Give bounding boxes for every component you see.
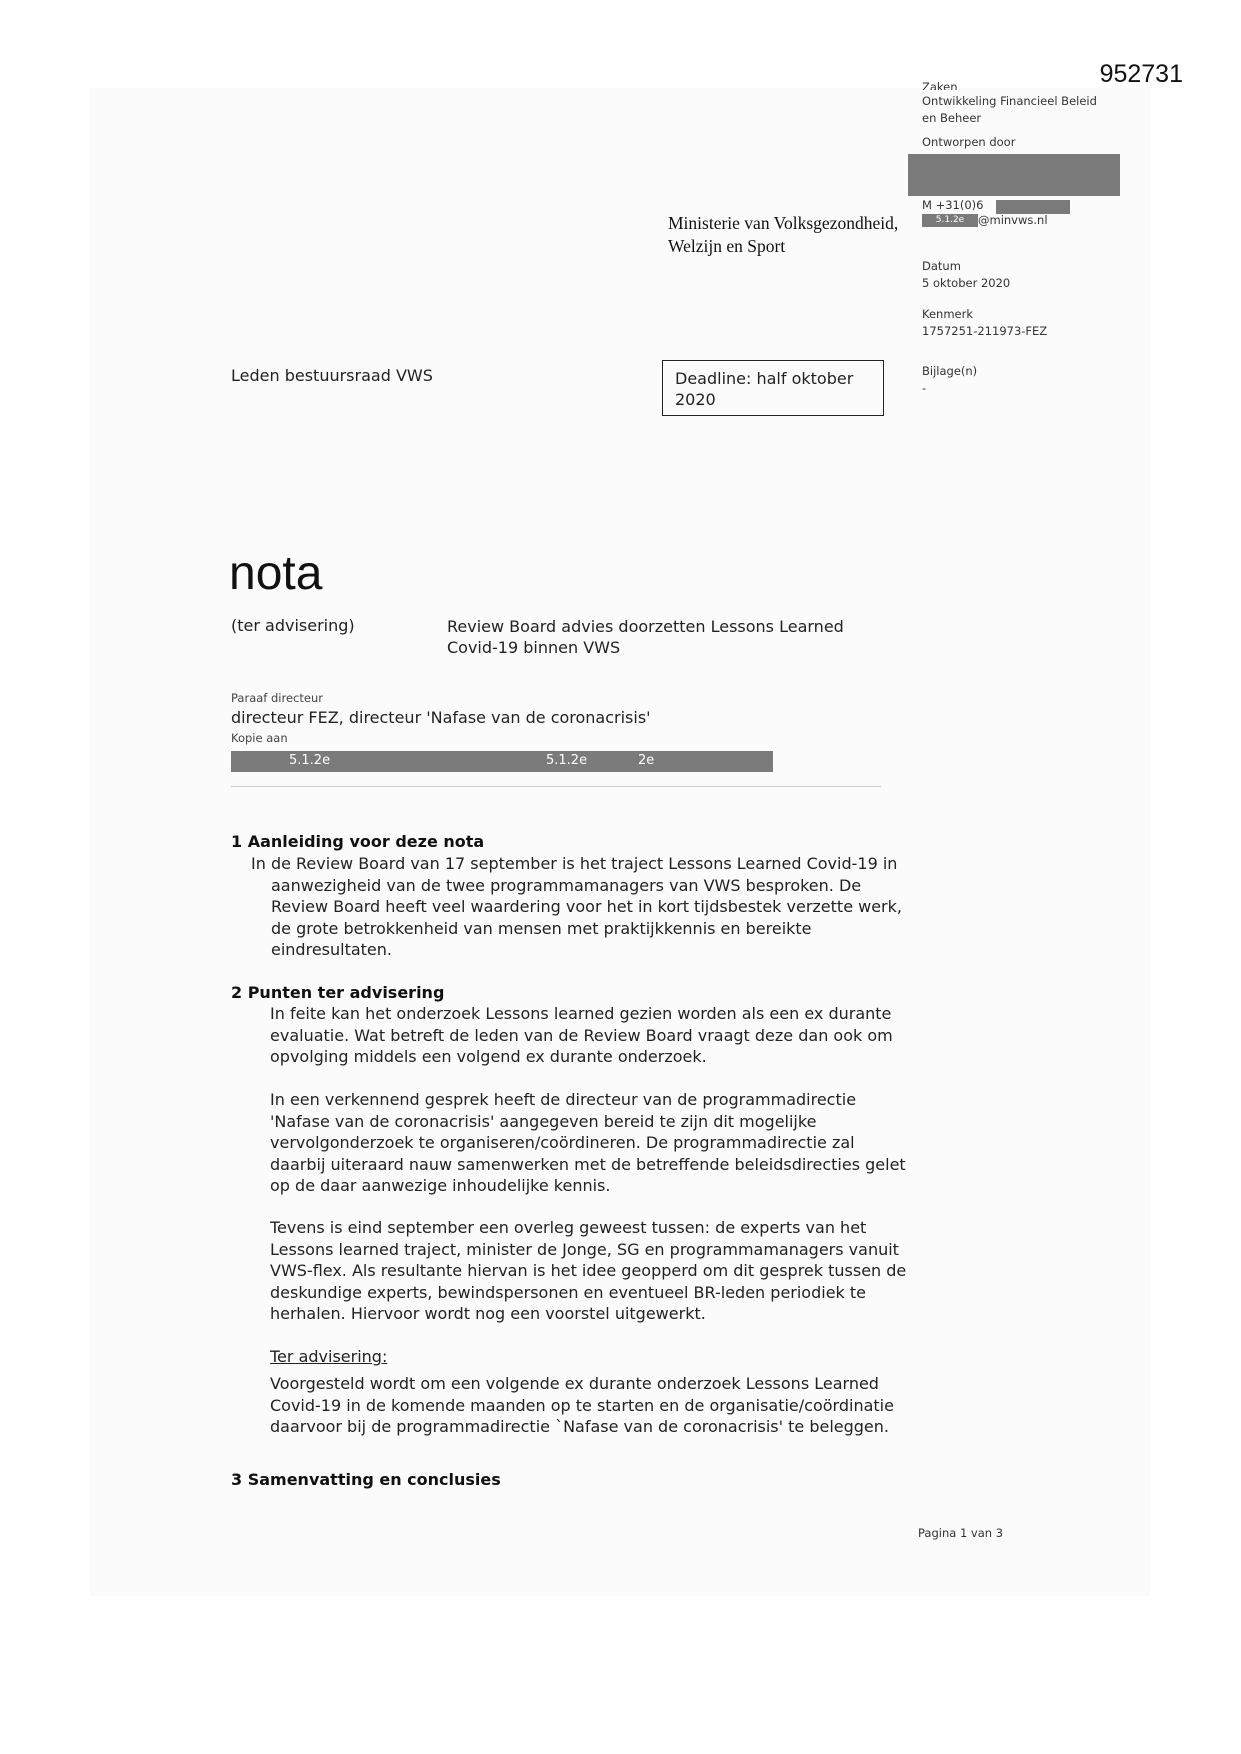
paraaf-label: Paraaf directeur	[231, 691, 323, 705]
section-1-text: In de Review Board van 17 september is het traject Lessons Learned Covid-19 in aanwezigheid van de twee programmamanagers van VWS besproken. De Review Board heeft veel waardering voor het in kort tijdsbestek verzette werk, de grote betrokkenheid van mensen met praktijkkennis en bereikte eindresultaten.	[251, 854, 902, 959]
ministry-name	[668, 212, 923, 258]
sidebar-department: Ontwikkeling Financieel Beleid en Beheer	[922, 94, 1097, 125]
redacted-author	[908, 154, 1120, 196]
date-label: Datum	[922, 259, 961, 273]
sidebar-cut-label: Zaken	[922, 82, 958, 90]
reference-value: 1757251-211973-FEZ	[922, 324, 1048, 338]
section-2-paragraph-2: In een verkennend gesprek heeft de directeur van de programmadirectie 'Nafase van de coronacrisis' aangegeven bereid te zijn dit mogelijke vervolgonderzoek te organiseren/coördineren. De programmadirectie zal daarbij uiteraard nauw samenwerken met de betreffende beleidsdirecties gelet op de daar aanwezige inhoudelijke kennis.	[270, 1090, 906, 1195]
kopie-redaction-3: 2e	[638, 753, 655, 768]
nota-subject: Review Board advies doorzetten Lessons Learned Covid-19 binnen VWS	[447, 617, 844, 657]
section-2-title: 2 Punten ter advisering	[231, 983, 445, 1002]
designed-by-label: Ontworpen door	[922, 135, 1016, 149]
redacted-email: 5.1.2e	[922, 214, 978, 227]
nota-title: nota	[229, 547, 323, 600]
sidebar-email: @minvws.nl	[978, 213, 1048, 227]
section-2-paragraph-1: In feite kan het onderzoek Lessons learned gezien worden als een ex durante evaluatie. Wat betreft de leden van de Review Board vraagt deze dan ook om opvolging middels een volgend ex durante onderzoek.	[270, 1004, 893, 1066]
kopie-label: Kopie aan	[231, 731, 288, 745]
date-value: 5 oktober 2020	[922, 276, 1011, 290]
section-1-title: 1 Aanleiding voor deze nota	[231, 832, 485, 851]
page-number: Pagina 1 van 3	[918, 1526, 1004, 1540]
attachments-value: -	[922, 381, 927, 395]
section-3-title: 3 Samenvatting en conclusies	[231, 1470, 501, 1489]
deadline-box: Deadline: half oktober 2020	[662, 360, 884, 416]
section-2-paragraph-3: Tevens is eind september een overleg geweest tussen: de experts van het Lessons learned traject, minister de Jonge, SG en programmamanagers vanuit VWS-flex. Als resultante hiervan is het idee geopperd om dit gesprek tussen de deskundige experts, bewindspersonen en eventueel BR-leden periodiek te herhalen. Hiervoor wordt nog een voorstel uitgewerkt.	[270, 1218, 907, 1323]
ter-advisering-label: Ter advisering:	[270, 1347, 388, 1366]
ministry-line-2: Welzijn en Sport	[668, 236, 786, 256]
attachments-label: Bijlage(n)	[922, 364, 978, 378]
kopie-redaction-1: 5.1.2e	[289, 753, 331, 768]
kopie-redaction-bar	[231, 751, 773, 772]
document-number: 952731	[1099, 60, 1183, 88]
divider	[231, 786, 881, 787]
kopie-redaction-2: 5.1.2e	[546, 753, 588, 768]
reference-label: Kenmerk	[922, 307, 973, 321]
nota-type: (ter advisering)	[231, 616, 355, 635]
addressee: Leden bestuursraad VWS	[231, 366, 433, 385]
ministry-line-1: Ministerie van Volksgezondheid,	[668, 213, 899, 233]
sidebar-phone: M +31(0)6	[922, 198, 984, 212]
paraaf-value: directeur FEZ, directeur 'Nafase van de coronacrisis'	[231, 708, 651, 727]
section-2-paragraph-4: Voorgesteld wordt om een volgende ex durante onderzoek Lessons Learned Covid-19 in de komende maanden op te starten en de organisatie/coördinatie daarvoor bij de programmadirectie `Nafase van de coronacrisis' te beleggen.	[270, 1374, 894, 1436]
